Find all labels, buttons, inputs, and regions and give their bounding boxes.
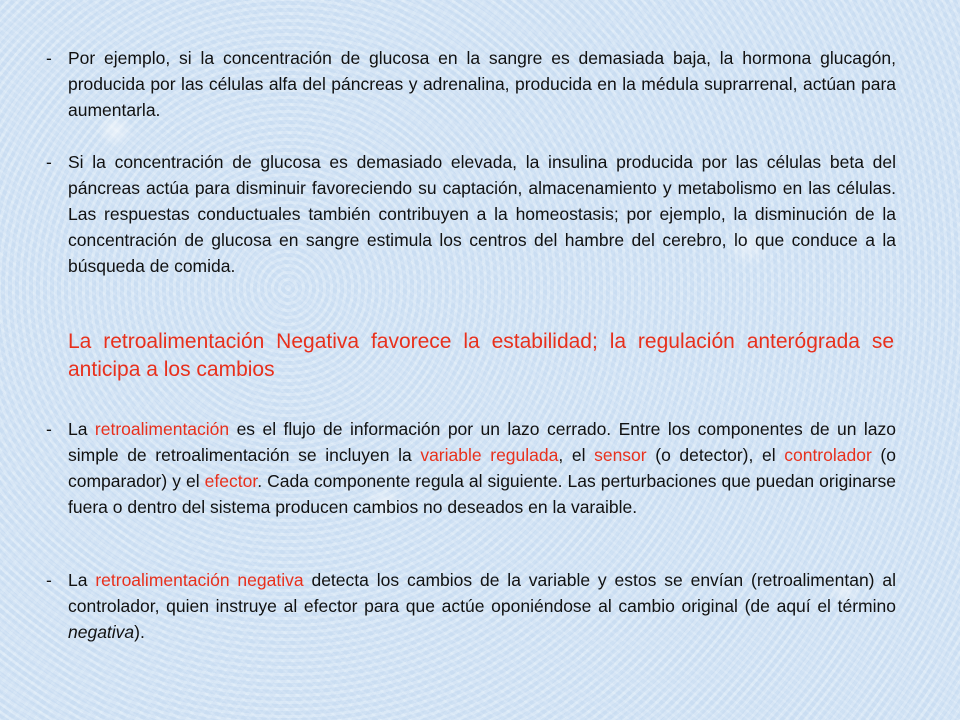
highlight-term: variable regulada — [420, 445, 559, 465]
highlight-term: retroalimentación negativa — [95, 570, 304, 590]
paragraph-text — [68, 567, 896, 645]
paragraph-negative-feedback — [46, 567, 896, 645]
highlight-term: efector — [204, 471, 258, 491]
paragraph-text: Por ejemplo, si la concentración de glucosa en la sangre es demasiada baja, la hormona glucagón, producida por las células alfa del páncreas y adrenalina, producida en la médula suprarrenal, actúan para aumentarla. — [68, 48, 896, 120]
paragraph-text: Si la concentración de glucosa es demasiado elevada, la insulina producida por las células beta del páncreas actúa para disminuir favoreciendo su captación, almacenamiento y metabolismo en las células. Las respuestas conductuales también contribuyen a la homeostasis; por ejemplo, la disminución de la concentración de glucosa en sangre estimula los centros del hambre del cerebro, lo que conduce a la búsqueda de comida. — [68, 152, 896, 276]
bullet-dash: - — [46, 570, 52, 590]
text-run: La — [68, 419, 95, 439]
section-heading: La retroalimentación Negativa favorece la estabilidad; la regulación anterógrada se anticipa a los cambios — [68, 330, 894, 381]
bullet-dash: - — [46, 419, 52, 439]
text-run: ). — [134, 622, 145, 642]
paragraph-text — [68, 416, 896, 520]
highlight-term: retroalimentación — [94, 419, 230, 439]
bullet-dash: - — [46, 152, 52, 172]
text-run: es el flujo de información por un lazo cerrado. Entre los componentes de un lazo simple de retroalimentación se incluyen la — [68, 419, 897, 465]
bullet-dash: - — [46, 48, 52, 68]
emphasis-term: negativa — [68, 622, 135, 642]
paragraph-feedback-definition — [46, 416, 896, 520]
text-run: detecta los cambios de la variable y estos se envían (retroalimentan) al controlador, quien instruye al efector para que actúe oponiéndose al cambio original (de aquí el término — [68, 570, 896, 616]
text-run: (o detector), el — [646, 445, 785, 465]
highlight-term: sensor — [594, 445, 647, 465]
text-run: (o comparador) y el — [68, 445, 896, 491]
text-run: . Cada componente regula al siguiente. Las perturbaciones que puedan originarse fuera o dentro del sistema producen cambios no deseados en la varaible. — [68, 471, 896, 517]
text-run: La — [68, 570, 96, 590]
paragraph-insulin — [46, 149, 896, 279]
paragraph-glucagon — [46, 45, 896, 123]
highlight-term: controlador — [784, 445, 872, 465]
text-run: , el — [558, 445, 595, 465]
